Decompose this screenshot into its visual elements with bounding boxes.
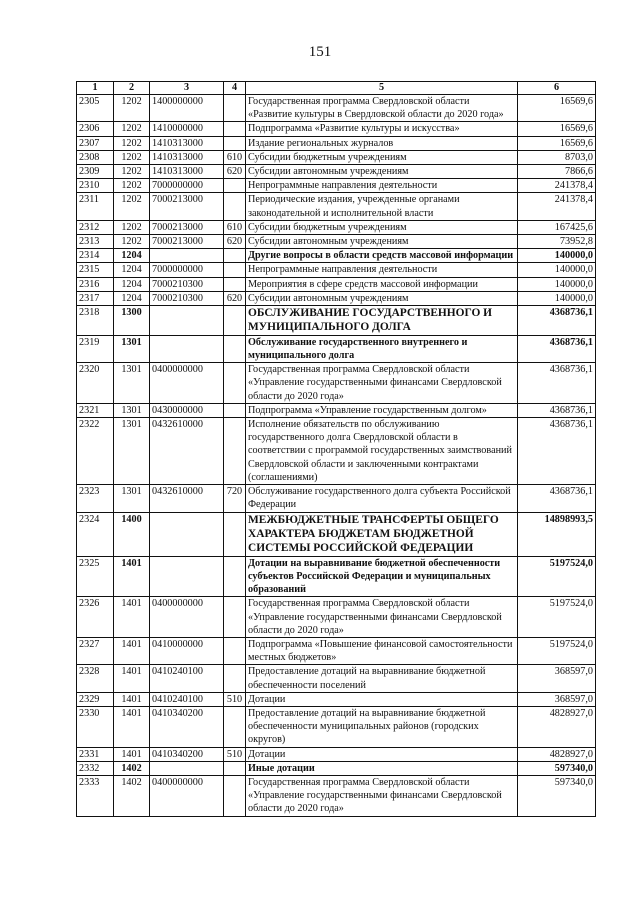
expense-type-cell [224, 597, 246, 638]
amount-cell: 368597,0 [518, 692, 596, 706]
amount-cell: 4368736,1 [518, 418, 596, 485]
item-name-cell: МЕЖБЮДЖЕТНЫЕ ТРАНСФЕРТЫ ОБЩЕГО ХАРАКТЕРА БЮДЖЕТАМ БЮДЖЕТНОЙ СИСТЕМЫ РОССИЙСКОЙ ФЕДЕРАЦИИ [246, 512, 518, 556]
table-row [77, 179, 596, 193]
amount-cell: 16569,6 [518, 122, 596, 136]
amount-cell: 140000,0 [518, 263, 596, 277]
section-code-cell: 1202 [114, 165, 150, 179]
table-row [77, 363, 596, 404]
table-row [77, 193, 596, 220]
expense-type-cell [224, 306, 246, 336]
amount-cell: 5197524,0 [518, 597, 596, 638]
section-code-cell: 1204 [114, 249, 150, 263]
amount-cell: 4368736,1 [518, 335, 596, 362]
amount-cell: 140000,0 [518, 291, 596, 305]
expense-type-cell [224, 512, 246, 556]
row-number-cell: 2308 [77, 150, 114, 164]
column-header: 2 [114, 82, 150, 95]
amount-cell: 7866,6 [518, 165, 596, 179]
table-row [77, 403, 596, 417]
item-name-cell: Исполнение обязательств по обслуживанию государственного долга Свердловской области в соответствии с программой государственных заимствований Свердловской области и заключенными контрактами (соглашениями) [246, 418, 518, 485]
table-row [77, 692, 596, 706]
item-name-cell: Дотации на выравнивание бюджетной обеспеченности субъектов Российской Федерации и муниципальных образований [246, 556, 518, 597]
section-code-cell: 1401 [114, 556, 150, 597]
section-code-cell: 1202 [114, 150, 150, 164]
row-number-cell: 2316 [77, 277, 114, 291]
section-code-cell: 1301 [114, 485, 150, 512]
expense-type-cell: 620 [224, 235, 246, 249]
target-article-cell: 1400000000 [150, 95, 224, 122]
expense-type-cell: 610 [224, 220, 246, 234]
section-code-cell: 1300 [114, 306, 150, 336]
row-number-cell: 2332 [77, 761, 114, 775]
row-number-cell: 2328 [77, 665, 114, 692]
section-code-cell: 1402 [114, 761, 150, 775]
section-code-cell: 1301 [114, 335, 150, 362]
row-number-cell: 2312 [77, 220, 114, 234]
item-name-cell: Другие вопросы в области средств массовой информации [246, 249, 518, 263]
expense-type-cell [224, 122, 246, 136]
table-row [77, 761, 596, 775]
target-article-cell: 1410313000 [150, 150, 224, 164]
item-name-cell: Обслуживание государственного внутреннего и муниципального долга [246, 335, 518, 362]
target-article-cell [150, 556, 224, 597]
section-code-cell: 1301 [114, 363, 150, 404]
item-name-cell: Подпрограмма «Повышение финансовой самостоятельности местных бюджетов» [246, 637, 518, 664]
item-name-cell: Предоставление дотаций на выравнивание бюджетной обеспеченности муниципальных районов (городских округов) [246, 706, 518, 747]
item-name-cell: Периодические издания, учрежденные органами законодательной и исполнительной власти [246, 193, 518, 220]
amount-cell: 4368736,1 [518, 403, 596, 417]
target-article-cell: 0410240100 [150, 692, 224, 706]
table-row [77, 665, 596, 692]
table-header-row [77, 82, 596, 95]
item-name-cell: Субсидии бюджетным учреждениям [246, 150, 518, 164]
table-row [77, 512, 596, 556]
budget-table [76, 81, 596, 817]
section-code-cell: 1401 [114, 706, 150, 747]
item-name-cell: Дотации [246, 692, 518, 706]
section-code-cell: 1401 [114, 692, 150, 706]
expense-type-cell: 510 [224, 747, 246, 761]
amount-cell: 597340,0 [518, 761, 596, 775]
table-body [77, 95, 596, 817]
table-row [77, 220, 596, 234]
column-header: 6 [518, 82, 596, 95]
item-name-cell: Государственная программа Свердловской области «Управление государственными финансами Свердловской области до 2020 года» [246, 597, 518, 638]
section-code-cell: 1204 [114, 291, 150, 305]
row-number-cell: 2329 [77, 692, 114, 706]
target-article-cell: 7000000000 [150, 179, 224, 193]
table-row [77, 556, 596, 597]
section-code-cell: 1202 [114, 122, 150, 136]
table-row [77, 418, 596, 485]
target-article-cell: 1410000000 [150, 122, 224, 136]
target-article-cell: 0400000000 [150, 775, 224, 816]
expense-type-cell [224, 136, 246, 150]
expense-type-cell [224, 363, 246, 404]
amount-cell: 241378,4 [518, 193, 596, 220]
row-number-cell: 2321 [77, 403, 114, 417]
target-article-cell: 0432610000 [150, 485, 224, 512]
section-code-cell: 1202 [114, 220, 150, 234]
target-article-cell: 0410000000 [150, 637, 224, 664]
section-code-cell: 1202 [114, 179, 150, 193]
expense-type-cell [224, 179, 246, 193]
section-code-cell: 1204 [114, 263, 150, 277]
target-article-cell: 7000213000 [150, 235, 224, 249]
item-name-cell: Подпрограмма «Развитие культуры и искусства» [246, 122, 518, 136]
target-article-cell: 0400000000 [150, 597, 224, 638]
expense-type-cell [224, 706, 246, 747]
column-header: 3 [150, 82, 224, 95]
page-number: 151 [308, 44, 332, 60]
row-number-cell: 2333 [77, 775, 114, 816]
amount-cell: 73952,8 [518, 235, 596, 249]
table-row [77, 747, 596, 761]
row-number-cell: 2309 [77, 165, 114, 179]
item-name-cell: Субсидии автономным учреждениям [246, 235, 518, 249]
item-name-cell: ОБСЛУЖИВАНИЕ ГОСУДАРСТВЕННОГО И МУНИЦИПАЛЬНОГО ДОЛГА [246, 306, 518, 336]
target-article-cell: 7000210300 [150, 291, 224, 305]
row-number-cell: 2314 [77, 249, 114, 263]
row-number-cell: 2307 [77, 136, 114, 150]
section-code-cell: 1401 [114, 747, 150, 761]
table-row [77, 485, 596, 512]
row-number-cell: 2306 [77, 122, 114, 136]
item-name-cell: Иные дотации [246, 761, 518, 775]
expense-type-cell: 620 [224, 165, 246, 179]
expense-type-cell: 510 [224, 692, 246, 706]
amount-cell: 5197524,0 [518, 637, 596, 664]
expense-type-cell [224, 761, 246, 775]
section-code-cell: 1202 [114, 95, 150, 122]
item-name-cell: Непрограммные направления деятельности [246, 179, 518, 193]
row-number-cell: 2317 [77, 291, 114, 305]
section-code-cell: 1401 [114, 637, 150, 664]
row-number-cell: 2331 [77, 747, 114, 761]
column-header: 1 [77, 82, 114, 95]
target-article-cell: 0432610000 [150, 418, 224, 485]
table-row [77, 637, 596, 664]
target-article-cell [150, 306, 224, 336]
expense-type-cell [224, 403, 246, 417]
target-article-cell: 0410240100 [150, 665, 224, 692]
expense-type-cell [224, 665, 246, 692]
target-article-cell: 1410313000 [150, 136, 224, 150]
row-number-cell: 2310 [77, 179, 114, 193]
section-code-cell: 1401 [114, 665, 150, 692]
table-row [77, 150, 596, 164]
table-row [77, 775, 596, 816]
table-row [77, 165, 596, 179]
amount-cell: 167425,6 [518, 220, 596, 234]
section-code-cell: 1401 [114, 597, 150, 638]
amount-cell: 140000,0 [518, 249, 596, 263]
section-code-cell: 1204 [114, 277, 150, 291]
target-article-cell: 0400000000 [150, 363, 224, 404]
expense-type-cell [224, 335, 246, 362]
expense-type-cell: 620 [224, 291, 246, 305]
target-article-cell: 7000213000 [150, 220, 224, 234]
target-article-cell [150, 761, 224, 775]
row-number-cell: 2330 [77, 706, 114, 747]
target-article-cell: 0430000000 [150, 403, 224, 417]
expense-type-cell [224, 637, 246, 664]
target-article-cell: 0410340200 [150, 747, 224, 761]
item-name-cell: Подпрограмма «Управление государственным долгом» [246, 403, 518, 417]
row-number-cell: 2326 [77, 597, 114, 638]
row-number-cell: 2315 [77, 263, 114, 277]
table-row [77, 122, 596, 136]
row-number-cell: 2324 [77, 512, 114, 556]
row-number-cell: 2325 [77, 556, 114, 597]
amount-cell: 4828927,0 [518, 747, 596, 761]
table-row [77, 277, 596, 291]
table-row [77, 706, 596, 747]
expense-type-cell: 720 [224, 485, 246, 512]
item-name-cell: Субсидии автономным учреждениям [246, 165, 518, 179]
amount-cell: 4828927,0 [518, 706, 596, 747]
item-name-cell: Субсидии бюджетным учреждениям [246, 220, 518, 234]
column-header: 4 [224, 82, 246, 95]
table-row [77, 335, 596, 362]
item-name-cell: Государственная программа Свердловской области «Управление государственными финансами Свердловской области до 2020 года» [246, 775, 518, 816]
row-number-cell: 2319 [77, 335, 114, 362]
expense-type-cell [224, 418, 246, 485]
table-row [77, 136, 596, 150]
target-article-cell: 7000000000 [150, 263, 224, 277]
section-code-cell: 1400 [114, 512, 150, 556]
row-number-cell: 2305 [77, 95, 114, 122]
expense-type-cell [224, 775, 246, 816]
target-article-cell: 0410340200 [150, 706, 224, 747]
table-row [77, 249, 596, 263]
table-row [77, 291, 596, 305]
section-code-cell: 1202 [114, 235, 150, 249]
amount-cell: 5197524,0 [518, 556, 596, 597]
item-name-cell: Обслуживание государственного долга субъекта Российской Федерации [246, 485, 518, 512]
expense-type-cell [224, 193, 246, 220]
expense-type-cell [224, 277, 246, 291]
table-row [77, 263, 596, 277]
amount-cell: 241378,4 [518, 179, 596, 193]
item-name-cell: Издание региональных журналов [246, 136, 518, 150]
item-name-cell: Государственная программа Свердловской области «Развитие культуры в Свердловской области до 2020 года» [246, 95, 518, 122]
column-header: 5 [246, 82, 518, 95]
item-name-cell: Непрограммные направления деятельности [246, 263, 518, 277]
expense-type-cell [224, 263, 246, 277]
item-name-cell: Предоставление дотаций на выравнивание бюджетной обеспеченности поселений [246, 665, 518, 692]
expense-type-cell [224, 556, 246, 597]
table-row [77, 235, 596, 249]
target-article-cell [150, 249, 224, 263]
amount-cell: 140000,0 [518, 277, 596, 291]
table-row [77, 306, 596, 336]
row-number-cell: 2327 [77, 637, 114, 664]
amount-cell: 8703,0 [518, 150, 596, 164]
amount-cell: 4368736,1 [518, 363, 596, 404]
section-code-cell: 1301 [114, 418, 150, 485]
row-number-cell: 2320 [77, 363, 114, 404]
target-article-cell: 7000213000 [150, 193, 224, 220]
row-number-cell: 2322 [77, 418, 114, 485]
row-number-cell: 2313 [77, 235, 114, 249]
amount-cell: 16569,6 [518, 136, 596, 150]
item-name-cell: Дотации [246, 747, 518, 761]
target-article-cell [150, 512, 224, 556]
section-code-cell: 1202 [114, 136, 150, 150]
target-article-cell: 1410313000 [150, 165, 224, 179]
item-name-cell: Мероприятия в сфере средств массовой информации [246, 277, 518, 291]
amount-cell: 4368736,1 [518, 306, 596, 336]
expense-type-cell [224, 249, 246, 263]
amount-cell: 16569,6 [518, 95, 596, 122]
item-name-cell: Субсидии автономным учреждениям [246, 291, 518, 305]
section-code-cell: 1301 [114, 403, 150, 417]
row-number-cell: 2318 [77, 306, 114, 336]
row-number-cell: 2323 [77, 485, 114, 512]
table-row [77, 597, 596, 638]
amount-cell: 14898993,5 [518, 512, 596, 556]
amount-cell: 597340,0 [518, 775, 596, 816]
row-number-cell: 2311 [77, 193, 114, 220]
expense-type-cell: 610 [224, 150, 246, 164]
table-row [77, 95, 596, 122]
section-code-cell: 1402 [114, 775, 150, 816]
target-article-cell: 7000210300 [150, 277, 224, 291]
target-article-cell [150, 335, 224, 362]
amount-cell: 4368736,1 [518, 485, 596, 512]
amount-cell: 368597,0 [518, 665, 596, 692]
item-name-cell: Государственная программа Свердловской области «Управление государственными финансами Свердловской области до 2020 года» [246, 363, 518, 404]
section-code-cell: 1202 [114, 193, 150, 220]
expense-type-cell [224, 95, 246, 122]
